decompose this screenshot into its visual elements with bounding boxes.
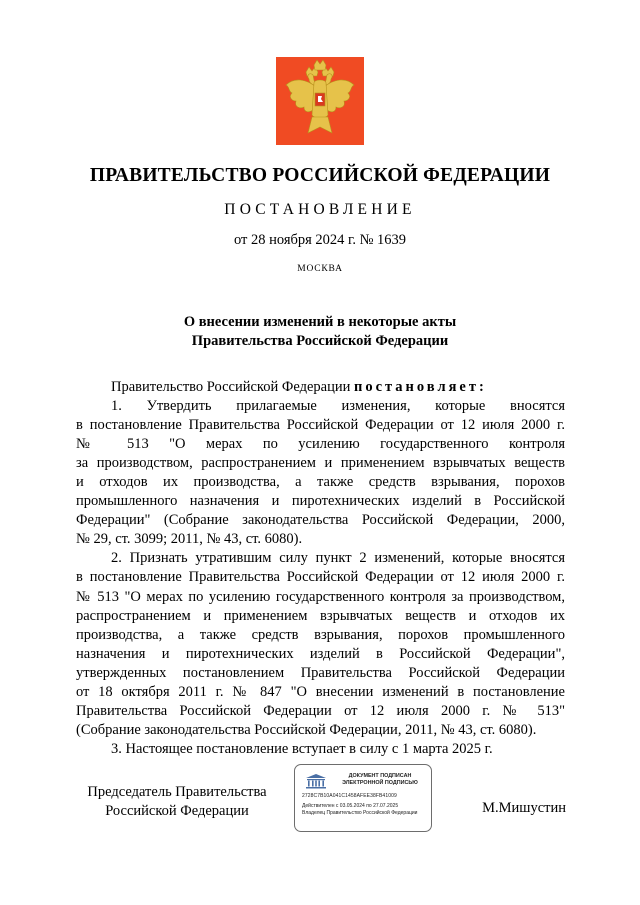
russian-coat-of-arms-icon	[276, 57, 364, 145]
document-type: ПОСТАНОВЛЕНИЕ	[224, 201, 416, 218]
signatory-position-line: Председатель Правительства	[87, 784, 267, 800]
paragraph-line: промышленного назначения и пиротехнических изделий в Российской	[76, 493, 565, 510]
preamble-text: Правительство Российской Федерации	[111, 379, 354, 395]
subject-line: Правительства Российской Федерации	[191, 333, 449, 349]
paragraph-line: Федерации" (Собрание законодательства Российской Федерации, 2000,	[76, 512, 565, 529]
stamp-title	[332, 773, 428, 787]
paragraph-line: (Собрание законодательства Российской Федерации, 2011, № 43, ст. 6080).	[76, 721, 537, 738]
paragraph-line: назначения и пиротехнических изделий в Российской Федерации",	[76, 645, 565, 662]
paragraph-line: № 513 "О мерах по усилению государственного контроля за производством,	[76, 588, 565, 605]
preamble	[76, 378, 565, 397]
paragraph-line: в постановление Правительства Российской Федерации от 12 июля 2000 г.	[76, 569, 565, 586]
paragraph-line: 3. Настоящее постановление вступает в силу с 1 марта 2025 г.	[111, 740, 493, 757]
signatory-position	[72, 783, 282, 821]
stamp-title-line: ДОКУМЕНТ ПОДПИСАН	[348, 773, 412, 779]
paragraph-line: за производством, распространением и применением взрывчатых веществ	[76, 455, 565, 472]
document-body	[76, 378, 565, 759]
government-title: ПРАВИТЕЛЬСТВО РОССИЙСКОЙ ФЕДЕРАЦИИ	[89, 165, 551, 186]
stamp-title-line: ЭЛЕКТРОННОЙ ПОДПИСЬЮ	[342, 780, 418, 786]
paragraph-line: Правительства Российской Федерации от 12 июля 2000 г. № 513"	[76, 702, 565, 719]
paragraph-line: утвержденных постановлением Правительства Российской Федерации	[76, 664, 565, 681]
document-date-number: от 28 ноября 2024 г. № 1639	[233, 232, 407, 248]
preamble-verb: постановляет:	[353, 379, 487, 395]
certificate-serial: 2728C7B10A041C1458AFEE38FB41009	[302, 793, 397, 799]
paragraph-line: и отходов их производства, а также средств взрывания, порохов	[76, 474, 565, 491]
government-building-icon	[304, 773, 328, 789]
electronic-signature-stamp	[294, 764, 432, 832]
paragraph-line: № 513 "О мерах по усилению государственного контроля	[76, 436, 565, 453]
certificate-validity: Действителен с 03.05.2024 по 27.07.2025	[302, 803, 399, 809]
signatory-name: М.Мишустин	[482, 800, 566, 816]
subject-line: О внесении изменений в некоторые акты	[183, 314, 457, 330]
paragraph-line: № 29, ст. 3099; 2011, № 43, ст. 6080).	[76, 531, 303, 548]
certificate-owner: Владелец Правительство Российской Федерации	[302, 810, 418, 816]
paragraph-line: от 18 октября 2011 г. № 847 "О внесении изменений в постановление	[76, 683, 565, 700]
paragraph-line: производства, а также средств взрывания, порохов промышленного	[76, 626, 565, 643]
paragraph-line: в постановление Правительства Российской Федерации от 12 июля 2000 г.	[76, 417, 565, 434]
paragraph-line: распространением и применением взрывчатых веществ и отходов их	[76, 607, 565, 624]
signatory-position-line: Российской Федерации	[105, 803, 249, 819]
paragraph-line: 1. Утвердить прилагаемые изменения, которые вносятся	[111, 398, 565, 415]
document-subject	[0, 313, 640, 351]
document-city: МОСКВА	[297, 264, 343, 274]
paragraph-line: 2. Признать утратившим силу пункт 2 изменений, которые вносятся	[111, 550, 565, 567]
